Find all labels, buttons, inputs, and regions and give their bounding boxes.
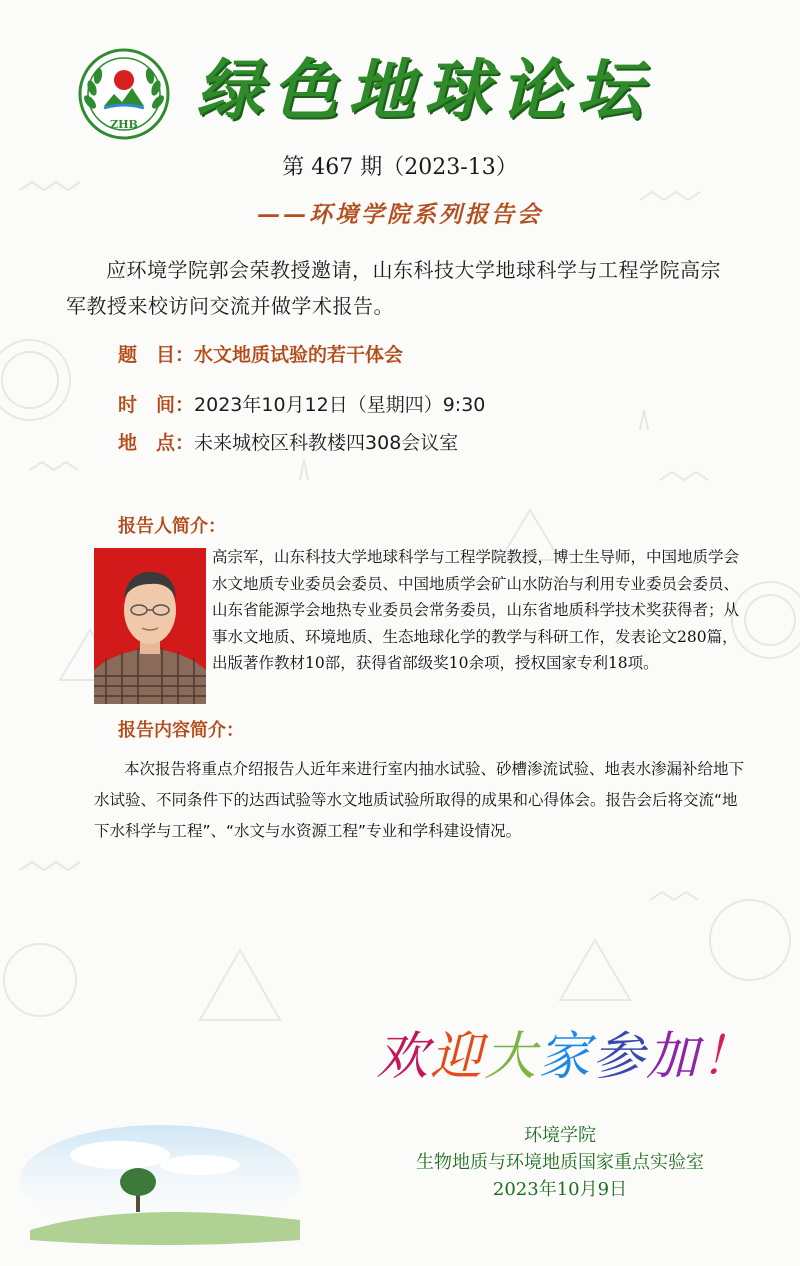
topic-label: 题 目： bbox=[118, 344, 195, 366]
footer-org: 环境学院 bbox=[524, 1125, 596, 1146]
zhb-logo bbox=[78, 48, 170, 140]
welcome-char: 参 bbox=[592, 1027, 647, 1087]
place-label: 地 点： bbox=[118, 432, 195, 454]
logo-text: ZHB bbox=[110, 118, 138, 131]
welcome-char: 迎 bbox=[430, 1027, 485, 1087]
series-subtitle: ——环境学院系列报告会 bbox=[257, 201, 543, 228]
time-label: 时 间： bbox=[118, 394, 195, 416]
topic-row bbox=[118, 340, 778, 367]
time-row bbox=[118, 390, 778, 417]
landscape-illustration bbox=[10, 1120, 310, 1260]
bio-heading: 报告人简介： bbox=[118, 516, 226, 537]
footer-date: 2023年10月9日 bbox=[492, 1179, 628, 1200]
welcome-char: 欢 bbox=[376, 1027, 431, 1087]
footer bbox=[380, 1122, 740, 1203]
bio-text: 高宗军，山东科技大学地球科学与工程学院教授，博士生导师，中国地质学会水文地质专业委员会委员、中国地质学会矿山水防治与利用专业委员会委员、山东省能源学会地热专业委员会常务委员，山东省地质科学技术奖获得者；从事水文地质、环境地质、生态地球化学的教学与科研工作，发表论文280篇，出版著作教材10部，获得省部级奖10余项，授权国家专利18项。 bbox=[212, 548, 740, 672]
issue-number: 第 467 期（2023-13） bbox=[282, 155, 518, 180]
welcome-char: 家 bbox=[538, 1027, 593, 1087]
welcome-char: 加 bbox=[646, 1027, 701, 1087]
place-value: 未来城校区科教楼四308会议室 bbox=[194, 432, 459, 454]
welcome-char: ！ bbox=[700, 1027, 755, 1087]
footer-lab: 生物地质与环境地质国家重点实验室 bbox=[416, 1152, 704, 1173]
speaker-photo bbox=[94, 548, 206, 704]
content-heading: 报告内容简介： bbox=[118, 720, 244, 741]
welcome-banner bbox=[376, 1022, 776, 1092]
content-text: 本次报告将重点介绍报告人近年来进行室内抽水试验、砂槽渗流试验、地表水渗漏补给地下水试验、不同条件下的达西试验等水文地质试验所取得的成果和心得体会。报告会后将交流“地下水科学与工程”、“水文与水资源工程”专业和学科建设情况。 bbox=[94, 760, 745, 840]
forum-title: 绿色地球论坛 bbox=[196, 51, 652, 129]
place-row bbox=[118, 428, 778, 455]
intro-paragraph: 应环境学院郭会荣教授邀请，山东科技大学地球科学与工程学院高宗军教授来校访问交流并做学术报告。 bbox=[66, 258, 721, 318]
welcome-char: 大 bbox=[484, 1027, 539, 1087]
topic-value: 水文地质试验的若干体会 bbox=[194, 344, 404, 366]
time-value: 2023年10月12日（星期四）9:30 bbox=[194, 394, 486, 416]
